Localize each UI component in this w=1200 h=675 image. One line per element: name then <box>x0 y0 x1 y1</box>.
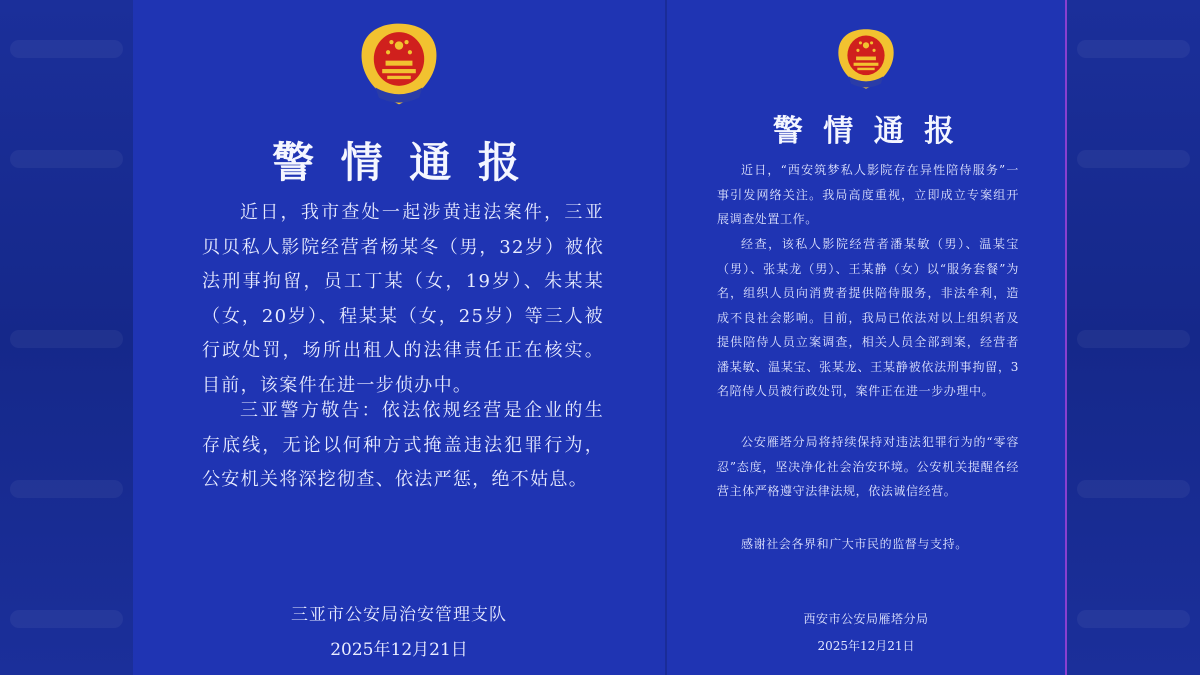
notice-title: 警 情 通 报 <box>772 114 960 149</box>
notice-paragraph-4: 感谢社会各界和广大市民的监督与支持。 <box>741 537 968 551</box>
notice-date: 2025年12月21日 <box>330 640 468 660</box>
notice-title: 警 情 通 报 <box>272 138 526 187</box>
notice-paragraph-2: 经查，该私人影院经营者潘某敏（男）、温某宝（男）、张某龙（男）、王某静（女）以“服务套餐”为名，组织人员向消费者提供陪侍服务，非法牟利，造成不良社会影响。目前，我局已依法对以上组织者及提供陪侍人员立案调查，相关人员全部到案，经营者潘某敏、温某宝、张某龙、王某静被依法刑事拘留，3名陪侍人员被行政处罚，案件正在进一步办理中。 <box>717 237 1019 398</box>
notice-paragraph-1: 近日，我市查处一起涉黄违法案件，三亚贝贝私人影院经营者杨某冬（男，32岁）被依法刑事拘留，员工丁某（女，19岁）、朱某某（女，20岁）、程某某（女，25岁）等三人被行政处罚，场所出租人的法律责任正在核实。目前，该案件在进一步侦办中。 <box>202 202 604 396</box>
notice-paragraph-3: 公安雁塔分局将持续保持对违法犯罪行为的“零容忍”态度，坚决净化社会治安环境。公安机关提醒各经营主体严格遵守法律法规，依法诚信经营。 <box>717 435 1019 498</box>
blurred-background-left <box>0 0 133 675</box>
notice-panel-xian <box>667 0 1065 675</box>
police-emblem-icon <box>835 26 897 92</box>
notice-issuer: 西安市公安局雁塔分局 <box>803 612 929 626</box>
notice-paragraph-2: 三亚警方敬告：依法依规经营是企业的生存底线，无论以何种方式掩盖违法犯罪行为，公安机关将深挖彻查、依法严惩，绝不姑息。 <box>202 400 604 491</box>
purple-edge-line <box>1065 0 1067 675</box>
police-emblem-icon <box>357 20 441 108</box>
blurred-background-right <box>1067 0 1200 675</box>
notice-date: 2025年12月21日 <box>817 639 915 653</box>
notice-panel-sanya <box>133 0 665 675</box>
notice-issuer: 三亚市公安局治安管理支队 <box>291 605 507 625</box>
notice-paragraph-1: 近日，“西安筑梦私人影院存在异性陪侍服务”一事引发网络关注。我局高度重视，立即成立专案组开展调查处置工作。 <box>717 163 1019 226</box>
